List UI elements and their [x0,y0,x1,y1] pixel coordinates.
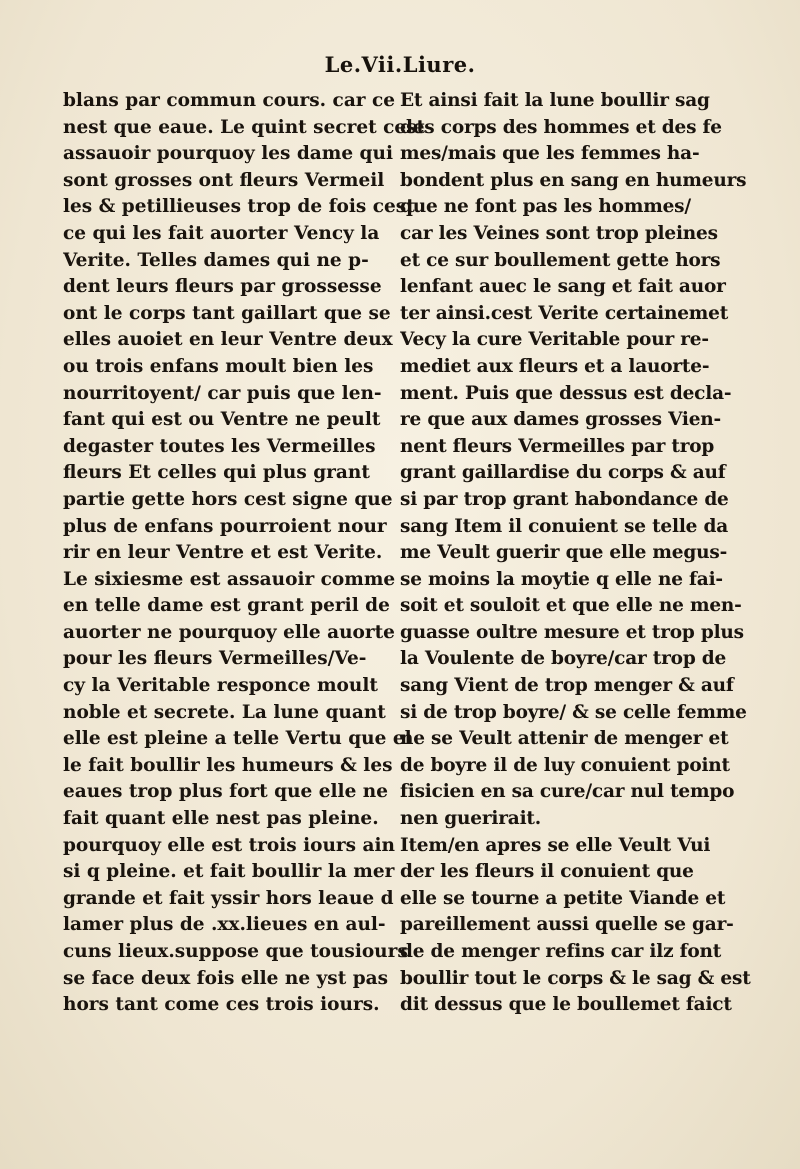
text-line: auorter ne pourquoy elle auorte [63,621,395,643]
text-line: de boyre il de luy conuient point [400,754,730,776]
text-line: plus de enfans pourroient nour [63,515,387,537]
text-line: cuns lieux.suppose que tousiours [63,941,408,962]
text-line: eaues trop plus fort que elle ne [63,781,388,803]
text-line: re que aux dames grosses Vien- [400,409,722,431]
text-line: grant gaillardise du corps & auf [400,462,726,484]
text-line: sang Vient de trop menger & auf [400,675,734,697]
text-line: lamer plus de .xx.lieues en aul- [63,914,386,936]
text-line: des corps des hommes et des fe [400,116,722,138]
text-line: car les Veines sont trop pleines [400,222,718,244]
text-line: de de menger refins car ilz font [400,941,722,962]
text-line: ne se Veult attenir de menger et [400,728,729,750]
text-line: sang Item il conuient se telle da [400,515,728,537]
text-line: pour les fleurs Vermeilles/Ve- [63,648,367,670]
text-line: ont le corps tant gaillart que se [63,302,391,324]
text-line: sont grosses ont fleurs Vermeil [63,169,385,191]
text-line: soit et souloit et que elle ne men- [400,595,742,617]
text-line: Item/en apres se elle Veult Vui [400,834,711,856]
text-line: Le sixiesme est assauoir comme [63,568,396,590]
running-header: Le.Vii.Liure. [324,52,476,77]
text-line: fisicien en sa cure/car nul tempo [400,781,735,803]
text-line: me Veult guerir que elle megus- [400,542,728,564]
right-column [400,88,780,1019]
text-line: en telle dame est grant peril de [63,595,390,617]
text-line: elles auoiet en leur Ventre deux [63,329,393,351]
left-column [63,88,428,1019]
text-line: assauoir pourquoy les dame qui [63,143,393,165]
text-line: degaster toutes les Vermeilles [63,435,376,457]
text-line: Vecy la cure Veritable pour re- [400,329,709,351]
text-line: grande et fait yssir hors leaue d [63,887,394,909]
text-line: der les fleurs il conuient que [400,861,694,883]
text-line: partie gette hors cest signe que [63,488,393,510]
text-line: que ne font pas les hommes/ [400,196,691,218]
text-line: hors tant come ces trois iours. [63,994,380,1016]
text-line: fait quant elle nest pas pleine. [63,808,379,830]
text-line: si par trop grant habondance de [400,488,729,510]
text-line: ce qui les fait auorter Vency la [63,222,380,244]
text-line: guasse oultre mesure et trop plus [400,621,744,643]
text-line: mediet aux fleurs et a lauorte- [400,355,710,377]
text-line: noble et secrete. La lune quant [63,701,386,723]
text-line: elle se tourne a petite Viande et [400,887,726,909]
text-line: le fait boullir les humeurs & les [63,754,393,776]
text-line: rir en leur Ventre et est Verite. [63,542,383,564]
text-line: si de trop boyre/ & se celle femme [400,701,747,723]
text-line: mes/mais que les femmes ha- [400,143,700,165]
text-line: dit dessus que le boullemet faict [400,994,732,1016]
text-line: les & petillieuses trop de fois cest [63,196,415,218]
text-line: boullir tout le corps & le sag & est [400,967,751,989]
text-line: fant qui est ou Ventre ne peult [63,409,381,431]
text-line: se face deux fois elle ne yst pas [63,967,389,989]
text-line: ou trois enfans moult bien les [63,355,374,377]
text-line: blans par commun cours. car ce [63,90,396,111]
text-line: la Voulente de boyre/car trop de [400,648,727,670]
text-line: ment. Puis que dessus est decla- [400,382,732,404]
text-line: se moins la moytie q elle ne fai- [400,568,723,590]
text-line: pourquoy elle est trois iours ain [63,834,395,856]
text-line: si q pleine. et fait boullir la mer [63,861,395,883]
text-line: Verite. Telles dames qui ne p- [63,249,369,271]
text-line: nen guerirait. [400,808,541,830]
text-line: nourritoyent/ car puis que len- [63,382,382,404]
text-line: fleurs Et celles qui plus grant [63,462,370,484]
text-line: ter ainsi.cest Verite certainemet [400,302,729,324]
text-line: elle est pleine a telle Vertu que el [63,728,412,750]
text-line: pareillement aussi quelle se gar- [400,914,734,936]
text-line: Et ainsi fait la lune boullir sag [400,90,710,111]
text-line: nest que eaue. Le quint secret cest [63,116,426,138]
text-line: lenfant auec le sang et fait auor [400,276,726,298]
text-line: et ce sur boullement gette hors [400,249,721,271]
text-line: nent fleurs Vermeilles par trop [400,435,715,457]
text-line: bondent plus en sang en humeurs [400,169,747,191]
text-line: cy la Veritable responce moult [63,675,378,697]
text-line: dent leurs fleurs par grossesse [63,276,382,298]
